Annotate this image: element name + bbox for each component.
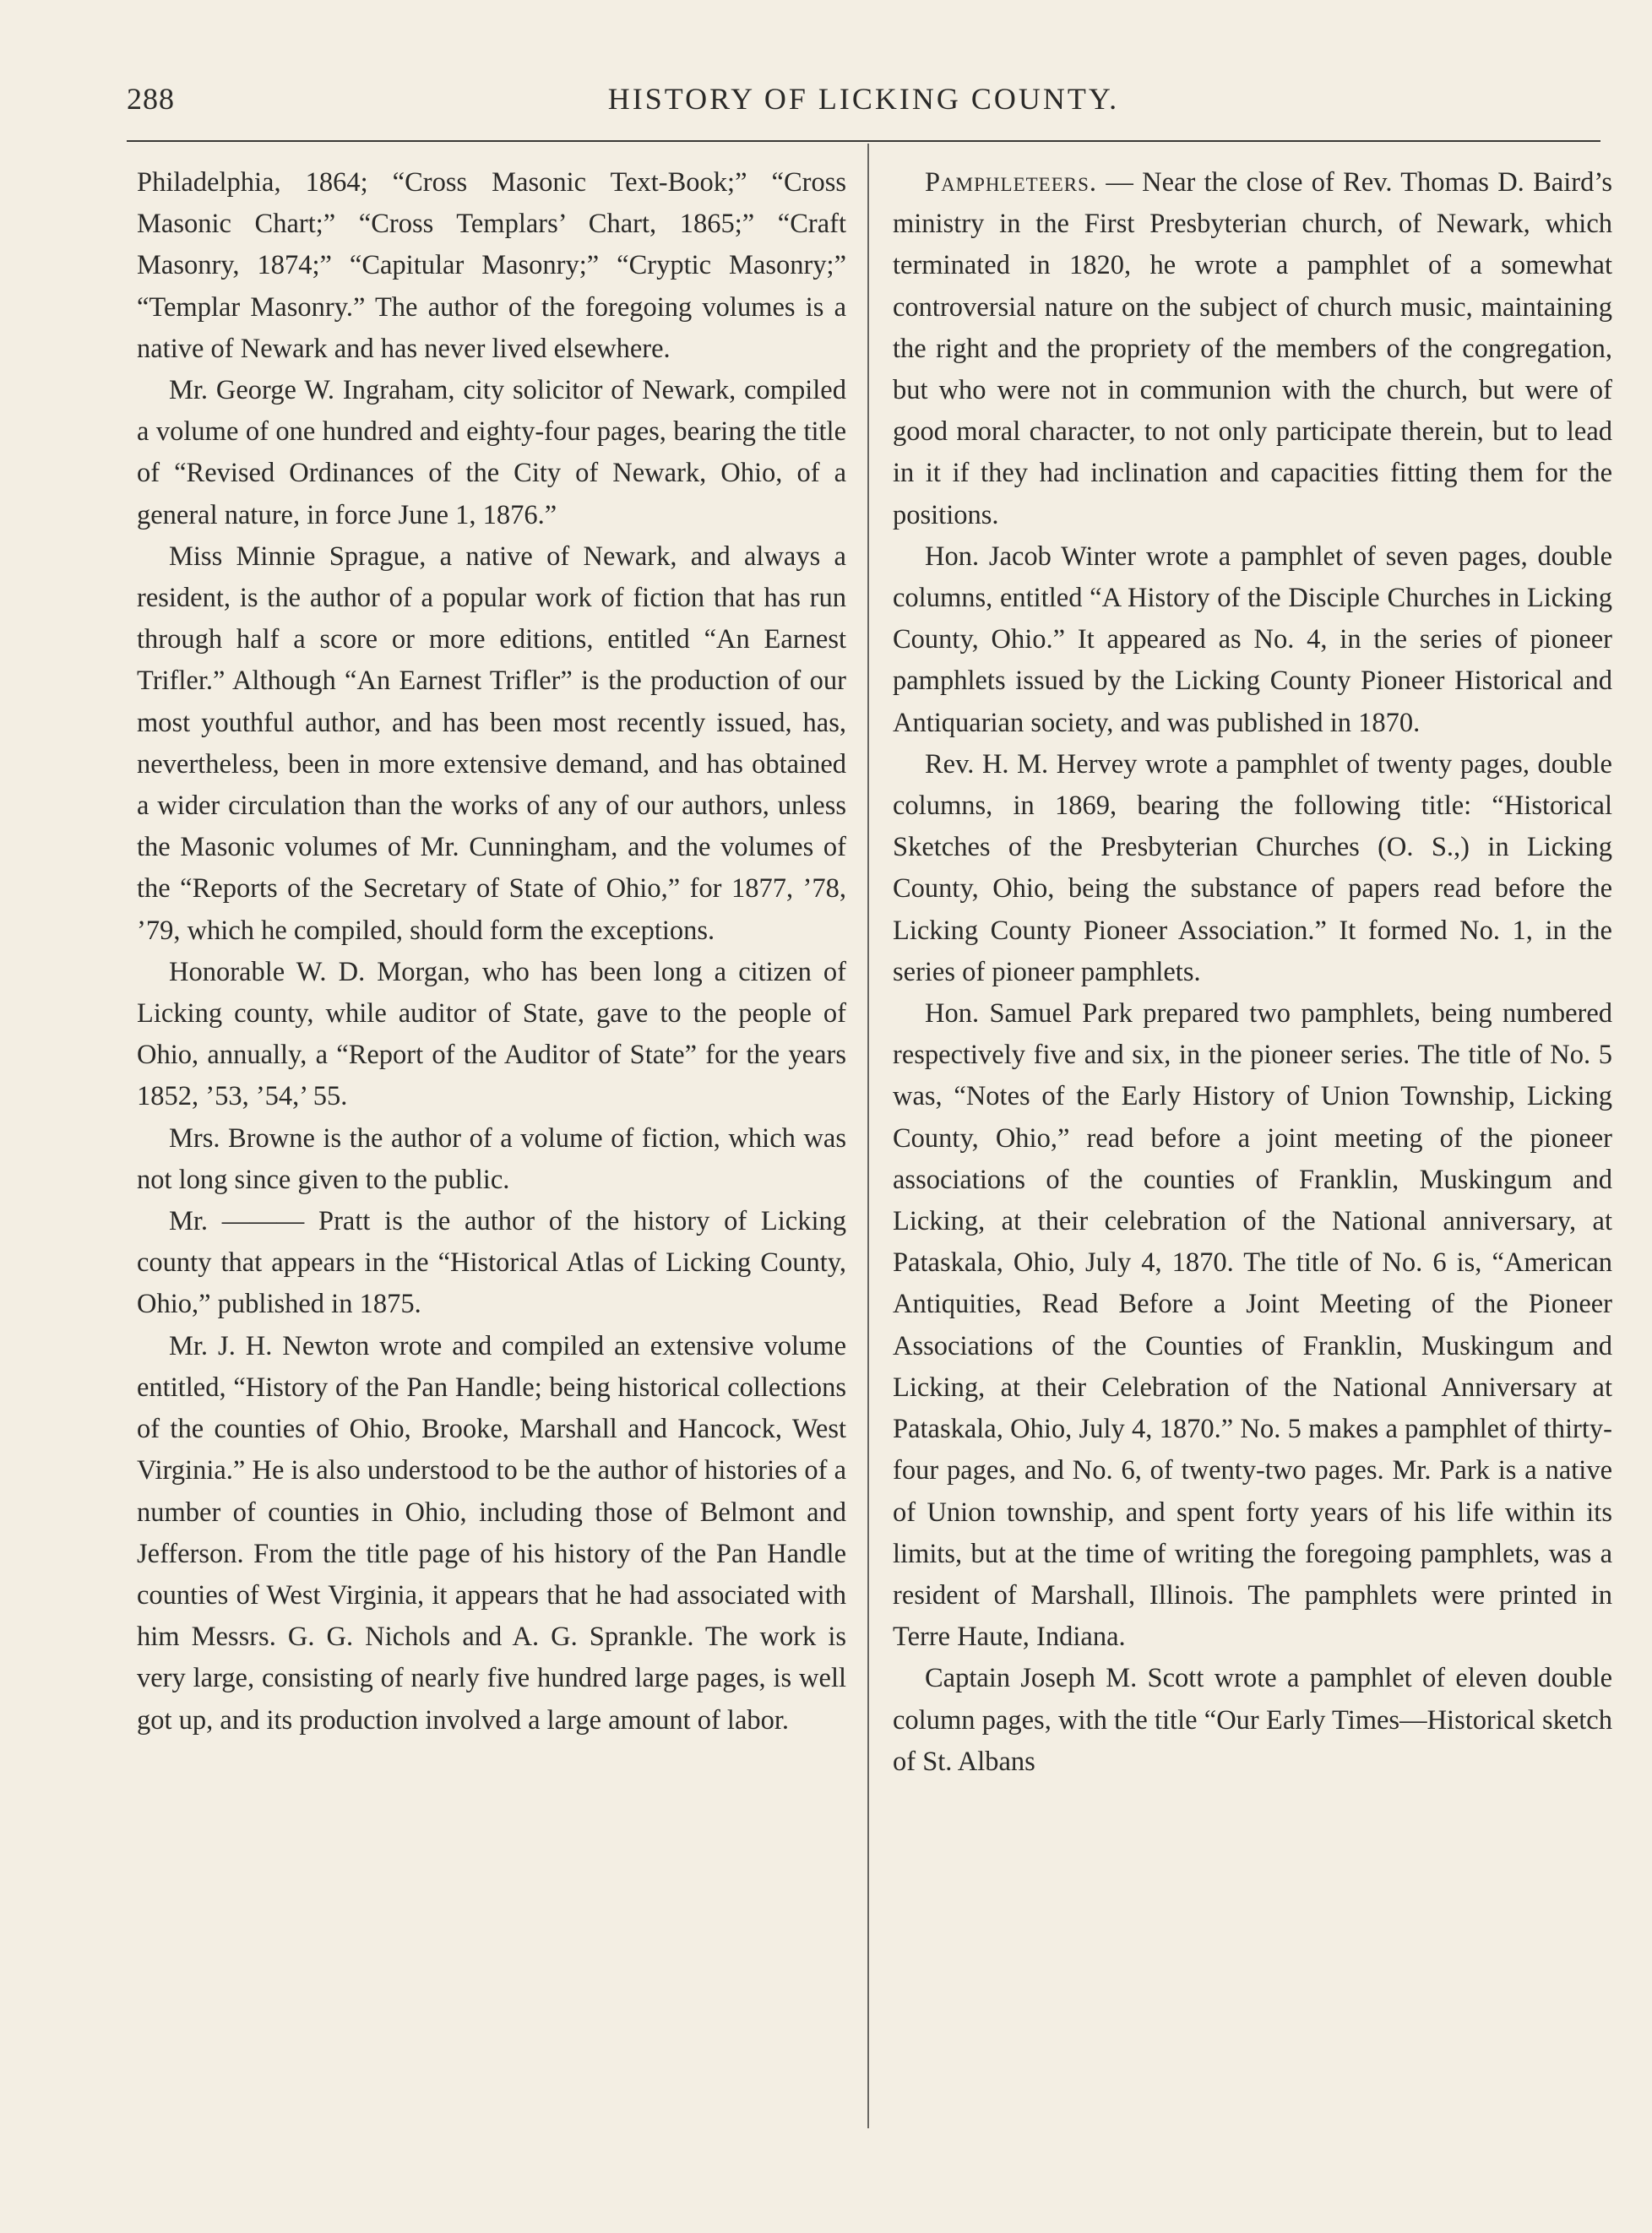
left-column: [137, 162, 846, 1741]
paragraph: Miss Minnie Sprague, a native of Newark, and always a resident, is the author of a popular work of fiction that has run through half a score or more editions, entitled “An Earnest Trifler.” Although “An Earnest Trifler” is the production of our most youthful author, and has been most recently issued, has, nevertheless, been in more extensive demand, and has obtained a wider circulation than the works of any of our authors, unless the Masonic volumes of Mr. Cunningham, and the volumes of the “Reports of the Secretary of State of Ohio,” for 1877, ’78, ’79, which he compiled, should form the exceptions.: [137, 541, 846, 946]
paragraph: Honorable W. D. Morgan, who has been long a citizen of Licking county, while auditor of State, gave to the people of Ohio, annually, a “Report of the Auditor of State” for the years 1852, ’53, ’54,’ 55.: [137, 956, 846, 1112]
right-column: [893, 162, 1612, 1783]
column-divider: [867, 144, 869, 2128]
paragraph: Mrs. Browne is the author of a volume of fiction, which was not long since given to the public.: [137, 1122, 846, 1195]
paragraph: Hon. Jacob Winter wrote a pamphlet of seven pages, double columns, entitled “A History of the Disciple Churches in Licking County, Ohio.” It appeared as No. 4, in the series of pioneer pamphlets issued by the Licking County Pioneer Historical and Antiquarian society, and was published in 1870.: [893, 541, 1612, 738]
paragraph-text: — Near the close of Rev. Thomas D. Baird’s ministry in the First Presbyterian church, of Newark, which terminated in 1820, he wrote a pamphlet of a somewhat controversial nature on the subject of church music, maintaining the right and the propriety of the members of the congregation, but who were not in communion with the church, but were of good moral character, to not only participate therein, but to lead in it if they had inclination and capacities fitting them for the positions.: [893, 167, 1612, 530]
paragraph-pamphleteers: [893, 162, 1612, 536]
paragraph: Mr. George W. Ingraham, city solicitor of Newark, compiled a volume of one hundred and eighty-four pages, bearing the title of “Revised Ordinances of the City of Newark, Ohio, of a general nature, in force June 1, 1876.”: [137, 375, 846, 530]
running-title: HISTORY OF LICKING COUNTY.: [607, 82, 1120, 116]
paragraph: Captain Joseph M. Scott wrote a pamphlet of eleven double column pages, with the title “Our Early Times—Historical sketch of St. Albans: [893, 1663, 1612, 1777]
paragraph: Hon. Samuel Park prepared two pamphlets, being numbered respectively five and six, in the pioneer series. The title of No. 5 was, “Notes of the Early History of Union Township, Licking County, Ohio,” read before a joint meeting of the pioneer associations of the counties of Franklin, Muskingum and Licking, at their celebration of the National anniversary, at Pataskala, Ohio, July 4, 1870. The title of No. 6 is, “American Antiquities, Read Before a Joint Meeting of the Pioneer Associations of the Counties of Franklin, Muskingum and Licking, at their Celebration of the National Anniversary at Pataskala, Ohio, July 4, 1870.” No. 5 makes a pamphlet of thirty-four pages, and No. 6, of twenty-two pages. Mr. Park is a native of Union township, and spent forty years of his life within its limits, but at the time of writing the foregoing pamphlets, was a resident of Marshall, Illinois. The pamphlets were printed in Terre Haute, Indiana.: [893, 998, 1612, 1653]
paragraph: Rev. H. M. Hervey wrote a pamphlet of twenty pages, double columns, in 1869, bearing the following title: “Historical Sketches of the Presbyterian Churches (O. S.,) in Licking County, Ohio, being the substance of papers read before the Licking County Pioneer Association.” It formed No. 1, in the series of pioneer pamphlets.: [893, 748, 1612, 987]
paragraph: Philadelphia, 1864; “Cross Masonic Text-Book;” “Cross Masonic Chart;” “Cross Templars’ Chart, 1865;” “Craft Masonry, 1874;” “Capitular Masonry;” “Cryptic Masonry;” “Templar Masonry.” The author of the foregoing volumes is a native of Newark and has never lived elsewhere.: [137, 167, 846, 364]
section-heading: Pamphleteers.: [925, 167, 1098, 198]
header-rule: [127, 140, 1600, 142]
paragraph: Mr. J. H. Newton wrote and compiled an extensive volume entitled, “History of the Pan Handle; being historical collections of the counties of Ohio, Brooke, Marshall and Hancock, West Virginia.” He is also understood to be the author of histories of a number of counties in Ohio, including those of Belmont and Jefferson. From the title page of his history of the Pan Handle counties of West Virginia, it appears that he had associated with him Messrs. G. G. Nichols and A. G. Sprankle. The work is very large, consisting of nearly five hundred large pages, is well got up, and its production involved a large amount of labor.: [137, 1330, 846, 1736]
page-number: 288: [127, 82, 175, 116]
page-header: [127, 81, 1600, 128]
paragraph: Mr. ——— Pratt is the author of the history of Licking county that appears in the “Historical Atlas of Licking County, Ohio,” published in 1875.: [137, 1206, 846, 1320]
